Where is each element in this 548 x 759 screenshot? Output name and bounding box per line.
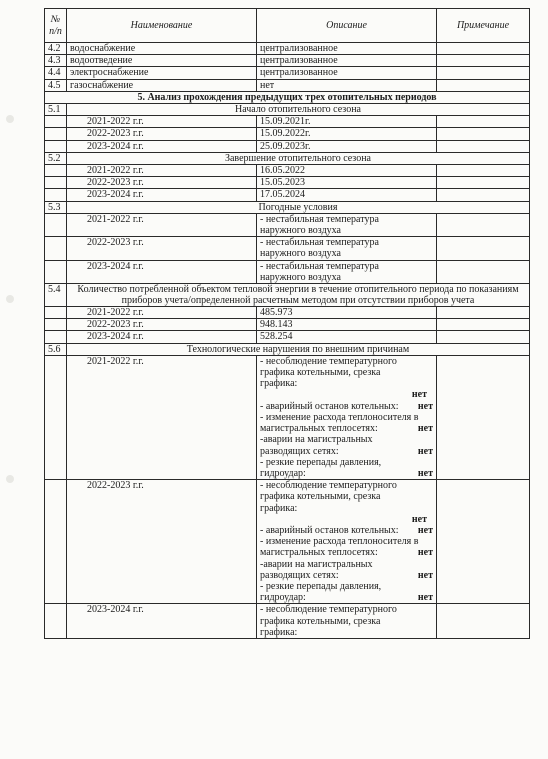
heating-analysis-table xyxy=(44,8,530,639)
col-header-note: Примечание xyxy=(437,9,530,43)
punch-hole xyxy=(6,295,14,303)
table-header-row xyxy=(45,9,530,43)
table-row: 4.4 электроснабжение централизованное xyxy=(45,67,530,79)
section-heading-row xyxy=(45,91,530,103)
table-row: 4.5 газоснабжение нет xyxy=(45,79,530,91)
disruptions-list: - несоблюдение температурного графика котельными, срезка графика: нет - аварийный останов котельных: нет - изменение расхода теплоносителя в магистральных теплосетях: нет -аварии на магистральных разводящих сетях: нет - резкие перепады давления, гидроудар: нет xyxy=(257,355,437,479)
table-row: 2021-2022 г.г. 15.09.2021г. xyxy=(45,116,530,128)
punch-hole xyxy=(6,475,14,483)
subsection-row: 5.1 Начало отопительного сезона xyxy=(45,104,530,116)
section-5-title: 5. Анализ прохождения предыдущих трех отопительных периодов xyxy=(45,91,530,103)
subsection-row: 5.6 Технологические нарушения по внешним причинам xyxy=(45,343,530,355)
table-row: 4.3 водоотведение централизованное xyxy=(45,55,530,67)
table-row: 2021-2022 г.г. 485.973 xyxy=(45,307,530,319)
table-row: 2021-2022 г.г. - несоблюдение температурного графика котельными, срезка графика: нет - аварийный останов котельных: нет - изменение расхода теплоносителя в магистральных теплосетях: нет -аварии на магистральных разводящих сетях: нет - резкие перепады давления, гидроудар: нет xyxy=(45,355,530,479)
table-row: 2023-2024 г.г. 528.254 xyxy=(45,331,530,343)
table-row: 2023-2024 г.г. 25.09.2023г. xyxy=(45,140,530,152)
table-row: 2022-2023 г.г. - несоблюдение температурного графика котельными, срезка графика: нет - аварийный останов котельных: нет - изменение расхода теплоносителя в магистральных теплосетях: нет -аварии на магистральных разводящих сетях: нет - резкие перепады давления, гидроудар: нет xyxy=(45,480,530,604)
subsection-title: Завершение отопительного сезона xyxy=(67,152,530,164)
punch-hole xyxy=(6,115,14,123)
subsection-title: Погодные условия xyxy=(67,201,530,213)
col-header-description: Описание xyxy=(257,9,437,43)
table-row: 2021-2022 г.г. - нестабильная температура наружного воздуха xyxy=(45,213,530,236)
table-row: 2022-2023 г.г. 948.143 xyxy=(45,319,530,331)
table-row: 2023-2024 г.г. - нестабильная температура наружного воздуха xyxy=(45,260,530,283)
disruptions-list: - несоблюдение температурного графика котельными, срезка графика: нет - аварийный останов котельных: нет - изменение расхода теплоносителя в магистральных теплосетях: нет -аварии на магистральных разводящих сетях: нет - резкие перепады давления, гидроудар: нет xyxy=(257,480,437,604)
table-row: 2021-2022 г.г. 16.05.2022 xyxy=(45,165,530,177)
subsection-row: 5.4 Количество потребленной объектом тепловой энергии в течение отопительного периода по показаниям приборов учета/определенной расчетным методом при отсутствии приборов учета xyxy=(45,284,530,307)
col-header-number: № п/п xyxy=(45,9,67,43)
table-row: 4.2 водоснабжение централизованное xyxy=(45,43,530,55)
subsection-title: Технологические нарушения по внешним причинам xyxy=(67,343,530,355)
table-row: 2022-2023 г.г. 15.05.2023 xyxy=(45,177,530,189)
subsection-row: 5.2 Завершение отопительного сезона xyxy=(45,152,530,164)
col-header-name: Наименование xyxy=(67,9,257,43)
subsection-title: Количество потребленной объектом тепловой энергии в течение отопительного периода по показаниям приборов учета/определенной расчетным методом при отсутствии приборов учета xyxy=(67,284,530,307)
table-row: 2023-2024 г.г. - несоблюдение температурного графика котельными, срезка графика: xyxy=(45,604,530,639)
disruptions-list: - несоблюдение температурного графика котельными, срезка графика: xyxy=(257,604,437,639)
table-row: 2022-2023 г.г. - нестабильная температура наружного воздуха xyxy=(45,237,530,260)
table-row: 2022-2023 г.г. 15.09.2022г. xyxy=(45,128,530,140)
table-row: 2023-2024 г.г. 17.05.2024 xyxy=(45,189,530,201)
subsection-title: Начало отопительного сезона xyxy=(67,104,530,116)
subsection-row: 5.3 Погодные условия xyxy=(45,201,530,213)
